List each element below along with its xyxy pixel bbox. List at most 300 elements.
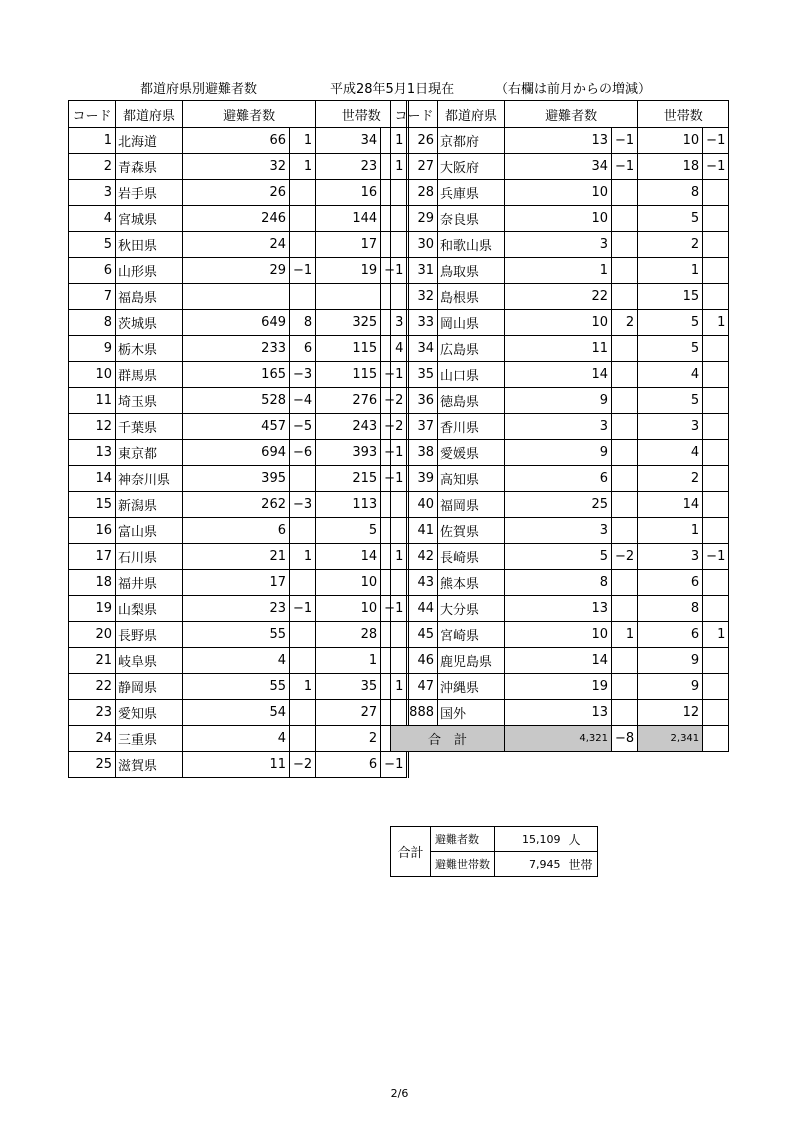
table-cell: 1 (290, 128, 316, 154)
table-cell (703, 518, 729, 544)
table-row (391, 310, 729, 336)
table-cell: 34 (391, 336, 438, 362)
table-cell: 28 (316, 622, 381, 648)
table-cell (612, 466, 638, 492)
table-row (391, 284, 729, 310)
table-row (69, 440, 408, 466)
title-date: 平成28年5月1日現在 (330, 82, 455, 97)
table-row (69, 466, 408, 492)
table-cell: 5 (316, 518, 381, 544)
table-cell: 4 (381, 336, 408, 362)
table-cell (290, 284, 316, 310)
header-evacuees: 避難者数 (183, 101, 316, 128)
table-cell: 富山県 (116, 518, 183, 544)
table-cell: 鳥取県 (438, 258, 505, 284)
table-cell: 43 (391, 570, 438, 596)
table-cell (612, 362, 638, 388)
table-cell: 鹿児島県 (438, 648, 505, 674)
table-cell (290, 180, 316, 206)
right-table (390, 100, 729, 752)
table-cell: 3 (69, 180, 116, 206)
table-cell: 8 (638, 180, 703, 206)
table-cell: 石川県 (116, 544, 183, 570)
table-cell: 13 (69, 440, 116, 466)
table-cell: 徳島県 (438, 388, 505, 414)
table-row (391, 440, 729, 466)
table-cell: 長崎県 (438, 544, 505, 570)
table-cell (612, 206, 638, 232)
table-cell: −1 (381, 466, 408, 492)
table-cell (612, 596, 638, 622)
table-cell: 9 (69, 336, 116, 362)
total-row (391, 726, 729, 752)
table-cell: 10 (505, 180, 612, 206)
table-cell: 66 (183, 128, 290, 154)
table-cell (290, 622, 316, 648)
table-cell: 32 (183, 154, 290, 180)
table-cell: 秋田県 (116, 232, 183, 258)
table-cell: 55 (183, 674, 290, 700)
table-cell: 福井県 (116, 570, 183, 596)
table-cell: 12 (69, 414, 116, 440)
table-cell: 19 (316, 258, 381, 284)
title-main: 都道府県別避難者数 (140, 82, 258, 97)
summary-evacuees-unit: 人 (565, 827, 598, 852)
table-cell: −1 (703, 544, 729, 570)
table-row (391, 258, 729, 284)
table-cell: 5 (638, 388, 703, 414)
table-cell: 栃木県 (116, 336, 183, 362)
table-cell: −1 (381, 596, 408, 622)
table-cell (703, 492, 729, 518)
table-cell: 岩手県 (116, 180, 183, 206)
table-cell: 1 (638, 518, 703, 544)
table-cell: 3 (505, 518, 612, 544)
table-cell: 8 (69, 310, 116, 336)
table-row (391, 232, 729, 258)
table-cell: 1 (290, 544, 316, 570)
table-row (69, 674, 408, 700)
table-cell: 19 (69, 596, 116, 622)
table-cell: 12 (638, 700, 703, 726)
table-cell: 13 (505, 596, 612, 622)
table-cell: −4 (290, 388, 316, 414)
table-cell (703, 206, 729, 232)
table-row (391, 544, 729, 570)
table-header (391, 101, 729, 128)
table-cell: 10 (638, 128, 703, 154)
table-row (69, 336, 408, 362)
table-cell (290, 466, 316, 492)
table-row (69, 258, 408, 284)
table-cell: 26 (183, 180, 290, 206)
table-cell (290, 570, 316, 596)
table-row (391, 596, 729, 622)
table-cell (290, 232, 316, 258)
table-row (69, 362, 408, 388)
table-cell: 4 (638, 362, 703, 388)
table-row (69, 206, 408, 232)
table-cell (290, 726, 316, 752)
table-cell: 長野県 (116, 622, 183, 648)
table-cell (612, 258, 638, 284)
table-cell: 13 (505, 128, 612, 154)
table-cell: 25 (69, 752, 116, 778)
table-cell: 2 (638, 232, 703, 258)
table-cell: 8 (505, 570, 612, 596)
table-cell: −5 (290, 414, 316, 440)
table-cell: −1 (612, 128, 638, 154)
table-cell: 大分県 (438, 596, 505, 622)
table-cell: 8 (290, 310, 316, 336)
table-row (69, 492, 408, 518)
table-cell: 大阪府 (438, 154, 505, 180)
table-cell: 茨城県 (116, 310, 183, 336)
table-row (69, 388, 408, 414)
table-cell: 35 (316, 674, 381, 700)
table-cell: 6 (316, 752, 381, 778)
table-cell: 4 (183, 726, 290, 752)
table-cell: 30 (391, 232, 438, 258)
table-cell: 243 (316, 414, 381, 440)
table-cell: 17 (183, 570, 290, 596)
table-cell: 8 (638, 596, 703, 622)
table-row (391, 622, 729, 648)
table-cell: 1 (316, 648, 381, 674)
table-cell: 325 (316, 310, 381, 336)
table-row (391, 700, 729, 726)
table-cell: −1 (703, 154, 729, 180)
title-note: （右欄は前月からの増減） (495, 82, 652, 97)
table-cell: −2 (381, 388, 408, 414)
header-households: 世帯数 (638, 101, 729, 128)
table-cell: 10 (316, 570, 381, 596)
table-cell: 41 (391, 518, 438, 544)
table-row (69, 622, 408, 648)
table-row (69, 752, 408, 778)
table-cell: 246 (183, 206, 290, 232)
table-cell: 215 (316, 466, 381, 492)
table-cell: −1 (612, 154, 638, 180)
table-cell: 17 (316, 232, 381, 258)
table-cell: 1 (612, 622, 638, 648)
table-cell (316, 284, 381, 310)
table-cell: 1 (69, 128, 116, 154)
table-cell: −1 (381, 362, 408, 388)
table-cell: 21 (69, 648, 116, 674)
table-cell: 34 (505, 154, 612, 180)
table-cell: 1 (505, 258, 612, 284)
table-cell: 393 (316, 440, 381, 466)
table-cell: 14 (505, 648, 612, 674)
table-cell (612, 570, 638, 596)
table-cell: 6 (505, 466, 612, 492)
table-cell: 21 (183, 544, 290, 570)
table-cell: 10 (69, 362, 116, 388)
table-cell (703, 674, 729, 700)
table-cell: 1 (381, 128, 408, 154)
summary-households-value: 7,945 (495, 852, 565, 877)
table-cell: 香川県 (438, 414, 505, 440)
table-cell: −6 (290, 440, 316, 466)
table-cell: 3 (638, 414, 703, 440)
table-row (391, 648, 729, 674)
table-cell: 2 (69, 154, 116, 180)
table-cell: 276 (316, 388, 381, 414)
table-cell (290, 206, 316, 232)
table-row (69, 128, 408, 154)
table-cell: 兵庫県 (438, 180, 505, 206)
table-cell: 262 (183, 492, 290, 518)
table-cell (183, 284, 290, 310)
table-cell (703, 284, 729, 310)
table-cell: 528 (183, 388, 290, 414)
table-cell: 457 (183, 414, 290, 440)
table-cell: 9 (638, 674, 703, 700)
table-row (391, 180, 729, 206)
table-cell: 694 (183, 440, 290, 466)
table-row (391, 466, 729, 492)
table-cell: 6 (290, 336, 316, 362)
table-cell: 10 (505, 622, 612, 648)
table-cell (290, 648, 316, 674)
table-cell: 3 (505, 414, 612, 440)
table-row (391, 570, 729, 596)
table-cell: 熊本県 (438, 570, 505, 596)
table-cell: 26 (391, 128, 438, 154)
table-cell: 5 (505, 544, 612, 570)
table-cell: 15 (638, 284, 703, 310)
table-cell: 39 (391, 466, 438, 492)
table-cell: 3 (638, 544, 703, 570)
table-cell: 14 (638, 492, 703, 518)
table-cell (703, 362, 729, 388)
table-cell: 9 (505, 440, 612, 466)
table-cell: 45 (391, 622, 438, 648)
table-cell: 11 (69, 388, 116, 414)
header-prefecture: 都道府県 (438, 101, 505, 128)
table-row (69, 726, 408, 752)
table-cell: 1 (290, 154, 316, 180)
table-cell: 宮城県 (116, 206, 183, 232)
table-cell: 24 (69, 726, 116, 752)
table-cell: −3 (290, 362, 316, 388)
total-evacuees: 4,321 (505, 726, 612, 752)
table-cell: 233 (183, 336, 290, 362)
table-cell: 山形県 (116, 258, 183, 284)
table-cell (703, 414, 729, 440)
table-cell (612, 414, 638, 440)
table-row (69, 544, 408, 570)
header-code: コード (69, 101, 116, 128)
table-row (391, 154, 729, 180)
table-cell: 14 (316, 544, 381, 570)
table-cell: 5 (638, 206, 703, 232)
table-cell: 33 (391, 310, 438, 336)
table-cell: −2 (381, 414, 408, 440)
table-row (391, 492, 729, 518)
table-cell: 三重県 (116, 726, 183, 752)
table-cell: 4 (638, 440, 703, 466)
table-cell (612, 388, 638, 414)
table-cell: 10 (505, 206, 612, 232)
page-number: 2/6 (390, 1087, 409, 1100)
table-cell: 3 (505, 232, 612, 258)
table-cell: 55 (183, 622, 290, 648)
header-code: コード (391, 101, 438, 128)
table-cell: 46 (391, 648, 438, 674)
table-cell (703, 388, 729, 414)
total-evacuees-diff: −8 (612, 726, 638, 752)
table-cell: 1 (381, 544, 408, 570)
table-cell (612, 232, 638, 258)
table-cell: 22 (505, 284, 612, 310)
table-cell (703, 258, 729, 284)
table-row (69, 232, 408, 258)
table-header (69, 101, 408, 128)
table-cell: 和歌山県 (438, 232, 505, 258)
table-cell: 13 (505, 700, 612, 726)
header-evacuees: 避難者数 (505, 101, 638, 128)
table-row (69, 648, 408, 674)
table-cell: 山梨県 (116, 596, 183, 622)
table-cell: 2 (612, 310, 638, 336)
table-cell (612, 284, 638, 310)
table-cell: 福島県 (116, 284, 183, 310)
table-cell: 岡山県 (438, 310, 505, 336)
table-cell (703, 440, 729, 466)
table-cell: 18 (69, 570, 116, 596)
table-cell: 7 (69, 284, 116, 310)
table-cell (612, 674, 638, 700)
table-cell: 37 (391, 414, 438, 440)
table-row (69, 414, 408, 440)
table-cell: 奈良県 (438, 206, 505, 232)
table-cell: 新潟県 (116, 492, 183, 518)
table-cell: 29 (391, 206, 438, 232)
table-cell: −1 (703, 128, 729, 154)
table-cell: −1 (381, 440, 408, 466)
table-cell: 36 (391, 388, 438, 414)
table-cell: 神奈川県 (116, 466, 183, 492)
table-cell: −1 (381, 752, 408, 778)
table-cell: 3 (381, 310, 408, 336)
table-cell: 35 (391, 362, 438, 388)
table-cell (703, 232, 729, 258)
table-row (69, 154, 408, 180)
table-cell: 10 (505, 310, 612, 336)
table-cell: 1 (703, 310, 729, 336)
table-cell: −1 (290, 596, 316, 622)
table-row (69, 180, 408, 206)
table-row (69, 310, 408, 336)
table-row (69, 700, 408, 726)
table-cell: 岐阜県 (116, 648, 183, 674)
header-households: 世帯数 (316, 101, 408, 128)
total-households: 2,341 (638, 726, 703, 752)
table-cell: 6 (183, 518, 290, 544)
table-cell (290, 700, 316, 726)
table-cell: 25 (505, 492, 612, 518)
table-cell: 28 (391, 180, 438, 206)
table-cell: 113 (316, 492, 381, 518)
table-cell: 宮崎県 (438, 622, 505, 648)
table-cell: 649 (183, 310, 290, 336)
table-cell: 17 (69, 544, 116, 570)
table-cell (612, 180, 638, 206)
table-cell: 愛媛県 (438, 440, 505, 466)
table-cell: 888 (391, 700, 438, 726)
table-cell: 115 (316, 362, 381, 388)
table-cell (290, 518, 316, 544)
total-households-diff (703, 726, 729, 752)
summary-label: 合計 (391, 827, 431, 877)
table-cell: 47 (391, 674, 438, 700)
table-cell: 23 (69, 700, 116, 726)
table-cell (612, 518, 638, 544)
table-row (391, 414, 729, 440)
table-cell (703, 466, 729, 492)
left-table (68, 100, 409, 778)
table-cell: −3 (290, 492, 316, 518)
table-cell: 6 (638, 622, 703, 648)
table-cell: 54 (183, 700, 290, 726)
table-row (391, 518, 729, 544)
table-cell: 10 (316, 596, 381, 622)
table-cell: −1 (290, 258, 316, 284)
table-cell: 島根県 (438, 284, 505, 310)
table-cell: 31 (391, 258, 438, 284)
table-cell: 5 (638, 310, 703, 336)
table-cell: 沖縄県 (438, 674, 505, 700)
table-cell (612, 700, 638, 726)
table-cell: 1 (381, 674, 408, 700)
summary-households-label: 避難世帯数 (431, 852, 495, 877)
table-cell: 4 (183, 648, 290, 674)
table-cell: 青森県 (116, 154, 183, 180)
table-cell (612, 336, 638, 362)
table-cell: 1 (703, 622, 729, 648)
table-cell: 5 (69, 232, 116, 258)
table-cell: 18 (638, 154, 703, 180)
table-cell: 23 (316, 154, 381, 180)
table-cell: 38 (391, 440, 438, 466)
table-cell: 16 (316, 180, 381, 206)
summary-table (390, 826, 598, 877)
table-row (391, 362, 729, 388)
table-cell (703, 570, 729, 596)
table-cell: 27 (316, 700, 381, 726)
table-cell: 29 (183, 258, 290, 284)
table-cell: 15 (69, 492, 116, 518)
table-cell (703, 700, 729, 726)
table-cell: 44 (391, 596, 438, 622)
table-cell: 京都府 (438, 128, 505, 154)
table-cell (703, 596, 729, 622)
table-cell: 4 (69, 206, 116, 232)
table-cell: 愛知県 (116, 700, 183, 726)
table-row (391, 128, 729, 154)
table-cell: 9 (505, 388, 612, 414)
header-prefecture: 都道府県 (116, 101, 183, 128)
table-cell: 42 (391, 544, 438, 570)
table-cell: 北海道 (116, 128, 183, 154)
table-cell: −2 (612, 544, 638, 570)
table-cell: 千葉県 (116, 414, 183, 440)
table-cell: 11 (505, 336, 612, 362)
table-cell: 115 (316, 336, 381, 362)
table-row (391, 336, 729, 362)
